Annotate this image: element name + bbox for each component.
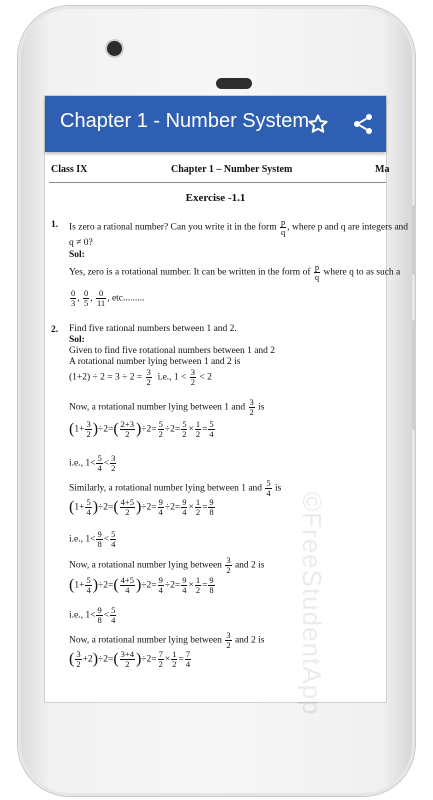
question-number: 1.	[51, 220, 59, 230]
volume-button	[412, 205, 416, 275]
solution-label: Sol:	[69, 335, 85, 345]
answer-1-text: Yes, zero is a rotational number. It can be written in the form of $\frac{p}{q}$ where q to as such a	[69, 262, 401, 282]
equation-row: ( $\frac{3}{2}$ +2)÷2=( $\frac{3+4}{2}$ )÷2= $\frac{7}{2}$ × $\frac{1}{2}$ = $\frac{7}{4}$	[69, 649, 191, 669]
equation-row: (1+ $\frac{5}{4}$ )÷2=( $\frac{4+5}{4}$ )÷2= $\frac{9}{4}$ ÷2= $\frac{9}{4}$ × $\frac{1}{2}$ = $\frac{9}{8}$	[69, 575, 214, 595]
earpiece-speaker	[216, 78, 252, 89]
app-bar	[45, 96, 386, 152]
exercise-title: Exercise -1.1	[185, 192, 246, 204]
star-outline-icon[interactable]	[306, 112, 330, 136]
equation-row: i.e., 1< $\frac{9}{8}$ < $\frac{5}{4}$	[69, 605, 116, 625]
question-1-condition: q ≠ 0?	[69, 238, 93, 248]
equation-row: (1+2) ÷ 2 = 3 ÷ 2 = $\frac{3}{2}$ i.e., 1 < $\frac{3}{2}$ < 2	[69, 367, 212, 387]
solution-line: Given to find five rotational numbers between 1 and 2	[69, 346, 276, 356]
question-number: 2.	[51, 325, 59, 335]
solution-line: Now, a rotational number lying between $\frac{3}{2}$ and 2 is	[69, 555, 265, 575]
app-bar-title: Chapter 1 - Number System	[60, 110, 309, 132]
document-page[interactable]	[45, 152, 409, 716]
equation-row: (1+ $\frac{3}{2}$ )÷2=( $\frac{2+3}{2}$ )÷2= $\frac{5}{2}$ ÷2= $\frac{5}{2}$ × $\frac{1}{2}$ = $\frac{5}{4}$	[69, 419, 214, 439]
answer-1-examples: $\frac{0}{3}$ , $\frac{0}{5}$ , $\frac{0}{11}$ , etc.........	[71, 288, 145, 308]
equation-row: i.e., 1< $\frac{5}{4}$ < $\frac{3}{2}$	[69, 453, 116, 473]
equation-row: i.e., 1< $\frac{9}{8}$ < $\frac{5}{4}$	[69, 529, 116, 549]
header-class: Class IX	[51, 164, 88, 175]
solution-label: Sol:	[69, 250, 85, 260]
header-chapter: Chapter 1 – Number System	[171, 164, 293, 175]
equation-row: (1+ $\frac{5}{4}$ )÷2=( $\frac{4+5}{2}$ )÷2= $\frac{9}{4}$ ÷2= $\frac{9}{4}$ × $\frac{1}{2}$ = $\frac{9}{8}$	[69, 497, 214, 517]
watermark: ©FreeStudentApp	[297, 492, 327, 716]
solution-line: Now, a rotational number lying between 1 and $\frac{3}{2}$ is	[69, 397, 265, 417]
front-camera	[107, 41, 122, 56]
solution-line: A rotational number lying between 1 and 2 is	[69, 357, 241, 367]
app-screen	[44, 95, 409, 716]
share-icon[interactable]	[351, 112, 375, 136]
power-button	[412, 320, 416, 430]
solution-line: Similarly, a rotational number lying between 1 and $\frac{5}{4}$ is	[69, 478, 282, 498]
question-1-text: Is zero a rational number? Can you write it in the form $\frac{p}{q}$ , where p and q are integers and	[69, 217, 409, 237]
header-divider	[49, 182, 386, 183]
solution-line: Now, a rotational number lying between $\frac{3}{2}$ and 2 is	[69, 630, 265, 650]
header-subject: Ma	[375, 164, 390, 175]
question-2-text: Find five rational numbers between 1 and 2.	[69, 324, 237, 334]
